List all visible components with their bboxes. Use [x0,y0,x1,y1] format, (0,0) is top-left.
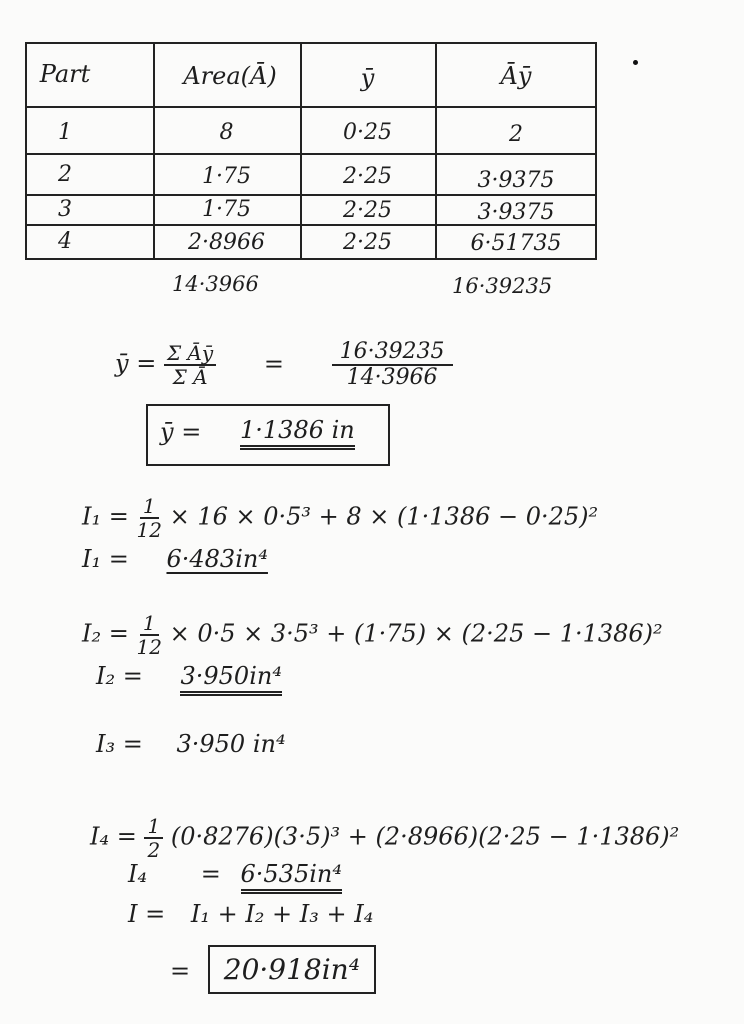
i3-lhs: I₃ = [96,730,143,758]
centroid-lhs: ȳ = [115,349,157,378]
cell-area-4: 2·8966 [188,230,265,255]
cell-ay-4: 6·51735 [470,231,562,256]
cell-area-2: 1·75 [202,164,251,189]
total-expression: I₁ + I₂ + I₃ + I₄ [190,900,374,928]
centroid-equals: = [263,349,284,378]
cell-ybar-1: 0·25 [343,120,392,145]
i4-lhs: I₄ = [90,822,137,851]
row-divider [25,106,597,108]
header-part: Part [39,60,91,88]
total-equation [128,900,373,928]
total-ay: 16·39235 [452,274,553,298]
total-result-value: 20·918in⁴ [223,953,360,986]
total-result-line [170,945,376,994]
column-divider [153,42,155,260]
cell-part-2: 2 [58,162,72,187]
i2-numerator: 1 [140,612,159,636]
i1-result-value: 6·483in⁴ [166,545,268,573]
i1-result-line [82,545,268,573]
i1-expression: × 16 × 0·5³ + 8 × (1·1386 − 0·25)² [169,502,599,531]
i2-lhs: I₂ = [82,619,129,648]
i4-numerator: 1 [144,815,163,839]
i2-denominator: 12 [136,635,162,659]
centroid-result-label: ȳ = [160,418,202,446]
total-result-equals: = [170,957,191,985]
cell-part-1: 1 [58,120,72,145]
i1-fraction [136,495,161,541]
header-area: Area(Ā) [183,62,277,90]
cell-ybar-3: 2·25 [343,198,392,223]
i1-denominator: 12 [136,518,162,542]
i4-denominator: 2 [147,838,161,862]
i4-result-value: 6·535in⁴ [241,860,342,894]
i4-result-equals: = [200,860,221,888]
centroid-result-box [146,404,390,466]
i4-fraction [144,815,163,861]
cell-part-3: 3 [58,197,72,222]
i3-line [96,730,286,758]
cell-area-3: 1·75 [202,197,251,222]
i4-result-lhs: I₄ [128,860,148,888]
row-divider [25,153,597,155]
cell-area-1: 8 [219,120,234,145]
centroid-value-numerator: 16·39235 [332,340,453,366]
i2-result-line [96,662,282,690]
header-ybar: ȳ [360,64,375,92]
cell-ay-2: 3·9375 [477,168,555,193]
i3-result-value: 3·950 in⁴ [176,730,286,758]
i4-expression: (0·8276)(3·5)³ + (2·8966)(2·25 − 1·1386)² [170,822,680,851]
i1-equation [82,495,598,541]
centroid-result-value: 1·1386 in [240,416,355,450]
i4-result-line [128,860,342,888]
centroid-equation [115,340,453,390]
i2-equation [82,612,663,658]
i1-result-lhs: I₁ = [82,545,129,573]
section-properties-table [25,42,597,260]
row-divider [25,194,597,196]
centroid-value-fraction [332,340,453,390]
total-result-box [208,945,376,994]
cell-ay-3: 3·9375 [477,200,555,225]
centroid-formula-denominator: Σ Ā [172,365,208,390]
cell-part-4: 4 [58,229,72,254]
i1-numerator: 1 [140,495,159,519]
centroid-formula-fraction [164,342,216,388]
i2-result-value: 3·950in⁴ [180,662,281,696]
i2-fraction [136,612,161,658]
i2-result-lhs: I₂ = [96,662,143,690]
i2-expression: × 0·5 × 3·5³ + (1·75) × (2·25 − 1·1386)² [169,619,663,648]
i4-equation [90,815,679,861]
i1-lhs: I₁ = [82,502,129,531]
ink-dot [633,60,638,65]
total-lhs: I = [128,900,166,928]
cell-ybar-2: 2·25 [343,164,392,189]
cell-ay-1: 2 [509,122,523,147]
header-ay: Āȳ [500,62,532,90]
total-area: 14·3966 [172,272,259,296]
cell-ybar-4: 2·25 [343,230,392,255]
centroid-formula-numerator: Σ Āȳ [164,342,216,366]
centroid-value-denominator: 14·3966 [346,365,438,391]
